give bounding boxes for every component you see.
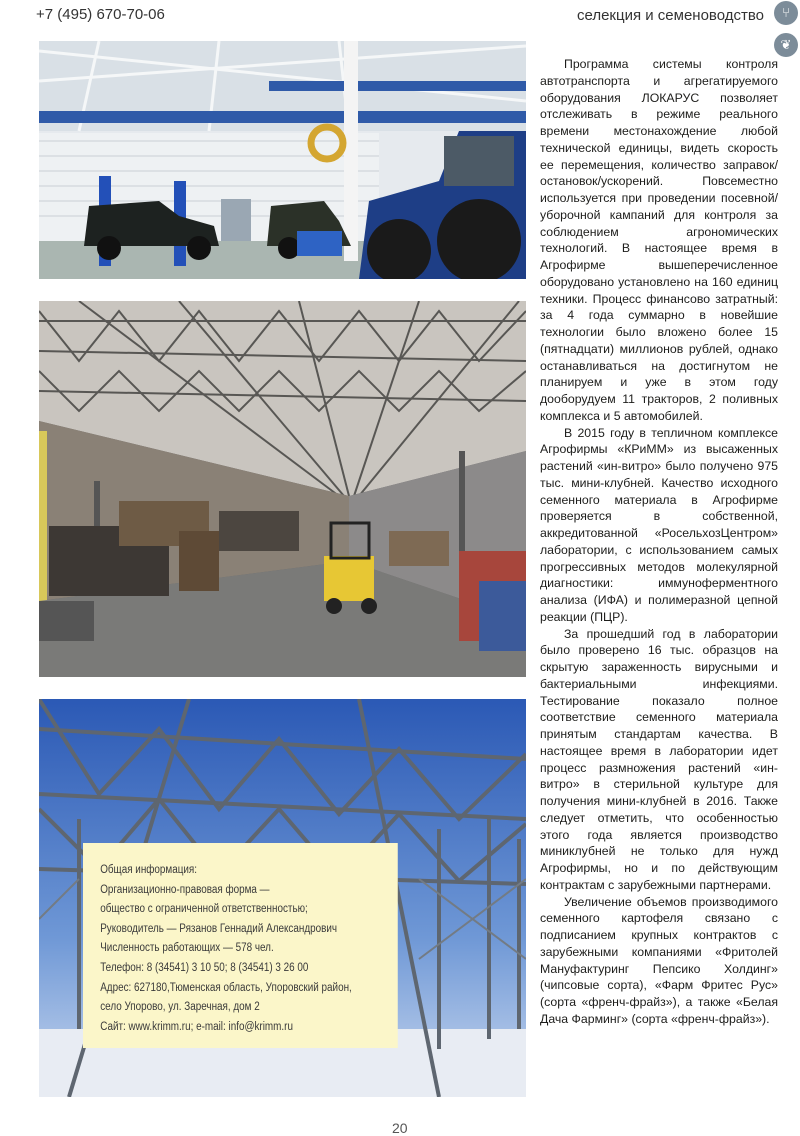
info-line: Организационно-правовая форма — [100, 883, 270, 896]
article-paragraph: Увеличение объемов производимого семенного картофеля связано с подписанием крупных контрактов с зарубежными компаниями «Фритолей Мануфактуринг Пепсико Холдинг» (чипсовые сорта), «Фарм Фритес Рус» (сорта «френч-фрайз»), а также «Белая Дача Фарминг» (сорта «френч-фрайз»). [540, 894, 778, 1026]
photo-warehouse [39, 301, 526, 677]
info-line: Численность работающих — 578 чел. [100, 942, 274, 955]
photo-garage [39, 41, 526, 279]
header-phone: +7 (495) 670-70-06 [36, 6, 165, 23]
info-line-website: Сайт: www.krimm.ru; e-mail: info@krimm.ru [100, 1020, 293, 1033]
company-info-box [83, 843, 398, 1048]
article-paragraph: В 2015 году в тепличном комплексе Агрофирмы «КРиММ» из высаженных растений «ин-витро» было получено 975 тыс. мини-клубней. Качество исходного семенного материала в Агрофирме проверяется в собственной, аккредитованной «РосельхозЦентром» лаборатории, с использованием самых прогрессивных методов молекулярной диагностики: иммуноферментного анализа (ИФА) и полимеразной цепной реакции (ПЦР). [540, 425, 778, 624]
section-title: селекция и семеноводство [576, 7, 764, 24]
info-line: Общая информация: [100, 864, 198, 876]
info-line: село Упорово, ул. Заречная, дом 2 [100, 1001, 260, 1014]
article-paragraph: Программа системы контроля автотранспорта и агрегатируемого оборудования ЛОКАРУС позволяет отслеживать в режиме реального времени местонахождение любой технической единицы, видеть скорость ее перемещения, количество заправок/остановок/ускорений. Повсеместно используется при проведении посевной/уборочной кампаний для контроля за соблюдением агрономических технологий. В настоящее время в Агрофирме вышеперечисленное оборудовано установлено на 160 единиц техники. Процесс финансово затратный: за 4 года суммарно в новейшие технологии было вложено более 15 (пятнадцати) миллионов рублей, однако останавливаться на достигнутом не планируем и уже в этом году дооборудуем 11 тракторов, 2 поливных комплекса и 5 автомобилей. [540, 57, 778, 423]
info-line: общество с ограниченной ответственностью; [100, 903, 308, 916]
page-number: 20 [392, 1120, 408, 1136]
info-line: Телефон: 8 (34541) 3 10 50; 8 (34541) 3 26 00 [100, 961, 309, 974]
leaf-icon: ❦ [774, 33, 798, 57]
cutlery-icon: ⑂ [774, 1, 798, 25]
info-line: Адрес: 627180,Тюменская область, Упоровский район, [100, 981, 352, 994]
article-paragraph: За прошедший год в лаборатории было проверено 16 тыс. образцов на скрытую зараженность вирусными и бактериальными инфекциями. Тестирование показало полное соответствие семенного материала принятым стандартам качества. В настоящее время в лаборатории идет процесс размножения растений «ин-витро» в стерильной культуре для получения мини-клубней в 2016. Также следует отметить, что особенностью этого года является производство миниклубней не только для нужд Агрофирмы, но и по действующим контрактам с зарубежными партнерами. [540, 626, 778, 892]
article-column [540, 56, 778, 1028]
info-line: Руководитель — Рязанов Геннадий Александрович [100, 922, 338, 935]
